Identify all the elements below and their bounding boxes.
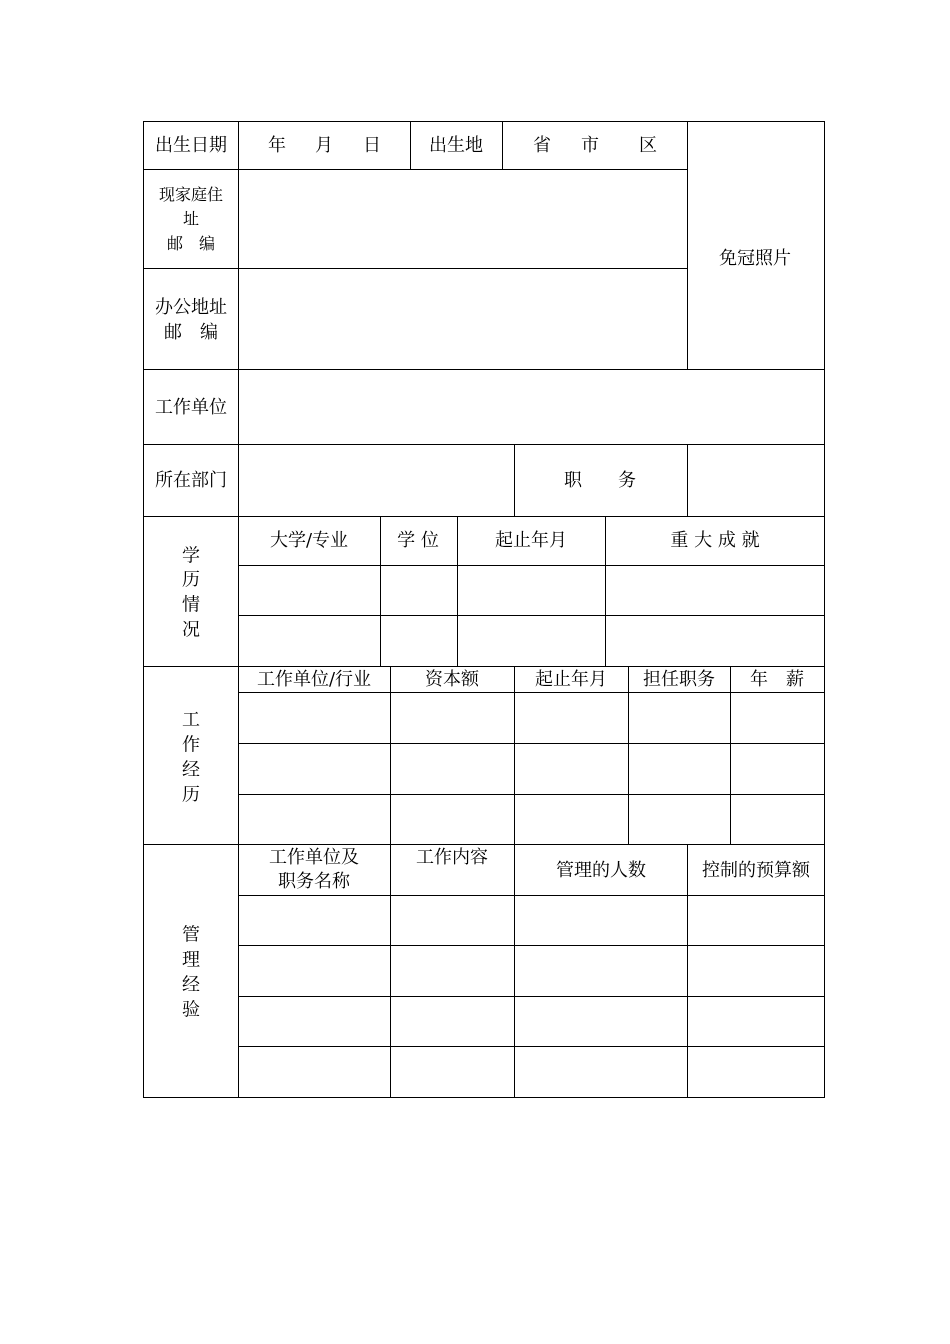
management-header-unit-line2: 职务名称: [278, 871, 350, 892]
position-label: 职 务: [564, 470, 636, 491]
home-address-label-line1: 现家庭住: [158, 185, 224, 204]
employer-field[interactable]: [239, 370, 824, 444]
management-section-char-1: 管: [182, 924, 200, 946]
birthplace-province-unit: 省: [533, 135, 551, 156]
management-section-char-3: 经: [182, 974, 200, 996]
education-section-char-1: 学: [182, 545, 200, 567]
birthplace-district-unit: 区: [639, 135, 657, 156]
home-address-field[interactable]: [239, 170, 687, 268]
management-header-unit-line1: 工作单位及: [269, 847, 359, 868]
position-field[interactable]: [688, 445, 824, 516]
management-header-content: 工作内容: [416, 847, 488, 868]
work-header-capital: 资本额: [425, 669, 479, 690]
work-header-title: 担任职务: [643, 669, 715, 690]
office-address-field[interactable]: [239, 269, 687, 369]
education-section-char-3: 情: [182, 594, 200, 616]
birthplace-city-unit: 市: [581, 135, 599, 156]
education-header-period: 起止年月: [495, 530, 567, 551]
management-section-char-2: 理: [182, 949, 200, 971]
birthplace-label: 出生地: [429, 135, 483, 156]
photo-box[interactable]: [688, 122, 824, 369]
education-header-degree: 学 位: [397, 530, 439, 551]
birth-day-unit: 日: [363, 135, 381, 156]
home-postcode-label: 邮 编: [166, 234, 216, 253]
work-section-char-1: 工: [182, 709, 200, 731]
work-header-employer: 工作单位/行业: [256, 669, 372, 690]
management-section-char-4: 验: [182, 999, 200, 1021]
birth-month-unit: 月: [315, 135, 333, 156]
home-address-label-line2: 址: [182, 209, 200, 228]
education-header-achievements: 重 大 成 就: [670, 530, 760, 551]
employer-label: 工作单位: [155, 397, 227, 418]
office-address-label: 办公地址: [155, 297, 227, 318]
department-field[interactable]: [239, 445, 514, 516]
work-header-salary: 年 薪: [750, 669, 804, 690]
education-section-char-4: 况: [182, 619, 200, 641]
birth-year-unit: 年: [268, 135, 286, 156]
work-section-char-3: 经: [182, 759, 200, 781]
education-section-char-2: 历: [182, 569, 200, 591]
birth-date-label: 出生日期: [155, 135, 227, 156]
work-section-char-4: 历: [182, 784, 200, 806]
photo-label: 免冠照片: [719, 248, 791, 269]
office-postcode-label: 邮 编: [164, 322, 218, 343]
department-label: 所在部门: [155, 470, 227, 491]
management-header-headcount: 管理的人数: [556, 860, 646, 881]
management-header-budget: 控制的预算额: [702, 860, 810, 881]
work-header-period: 起止年月: [535, 669, 607, 690]
work-section-char-2: 作: [182, 734, 200, 756]
education-header-university: 大学/专业: [269, 530, 349, 551]
